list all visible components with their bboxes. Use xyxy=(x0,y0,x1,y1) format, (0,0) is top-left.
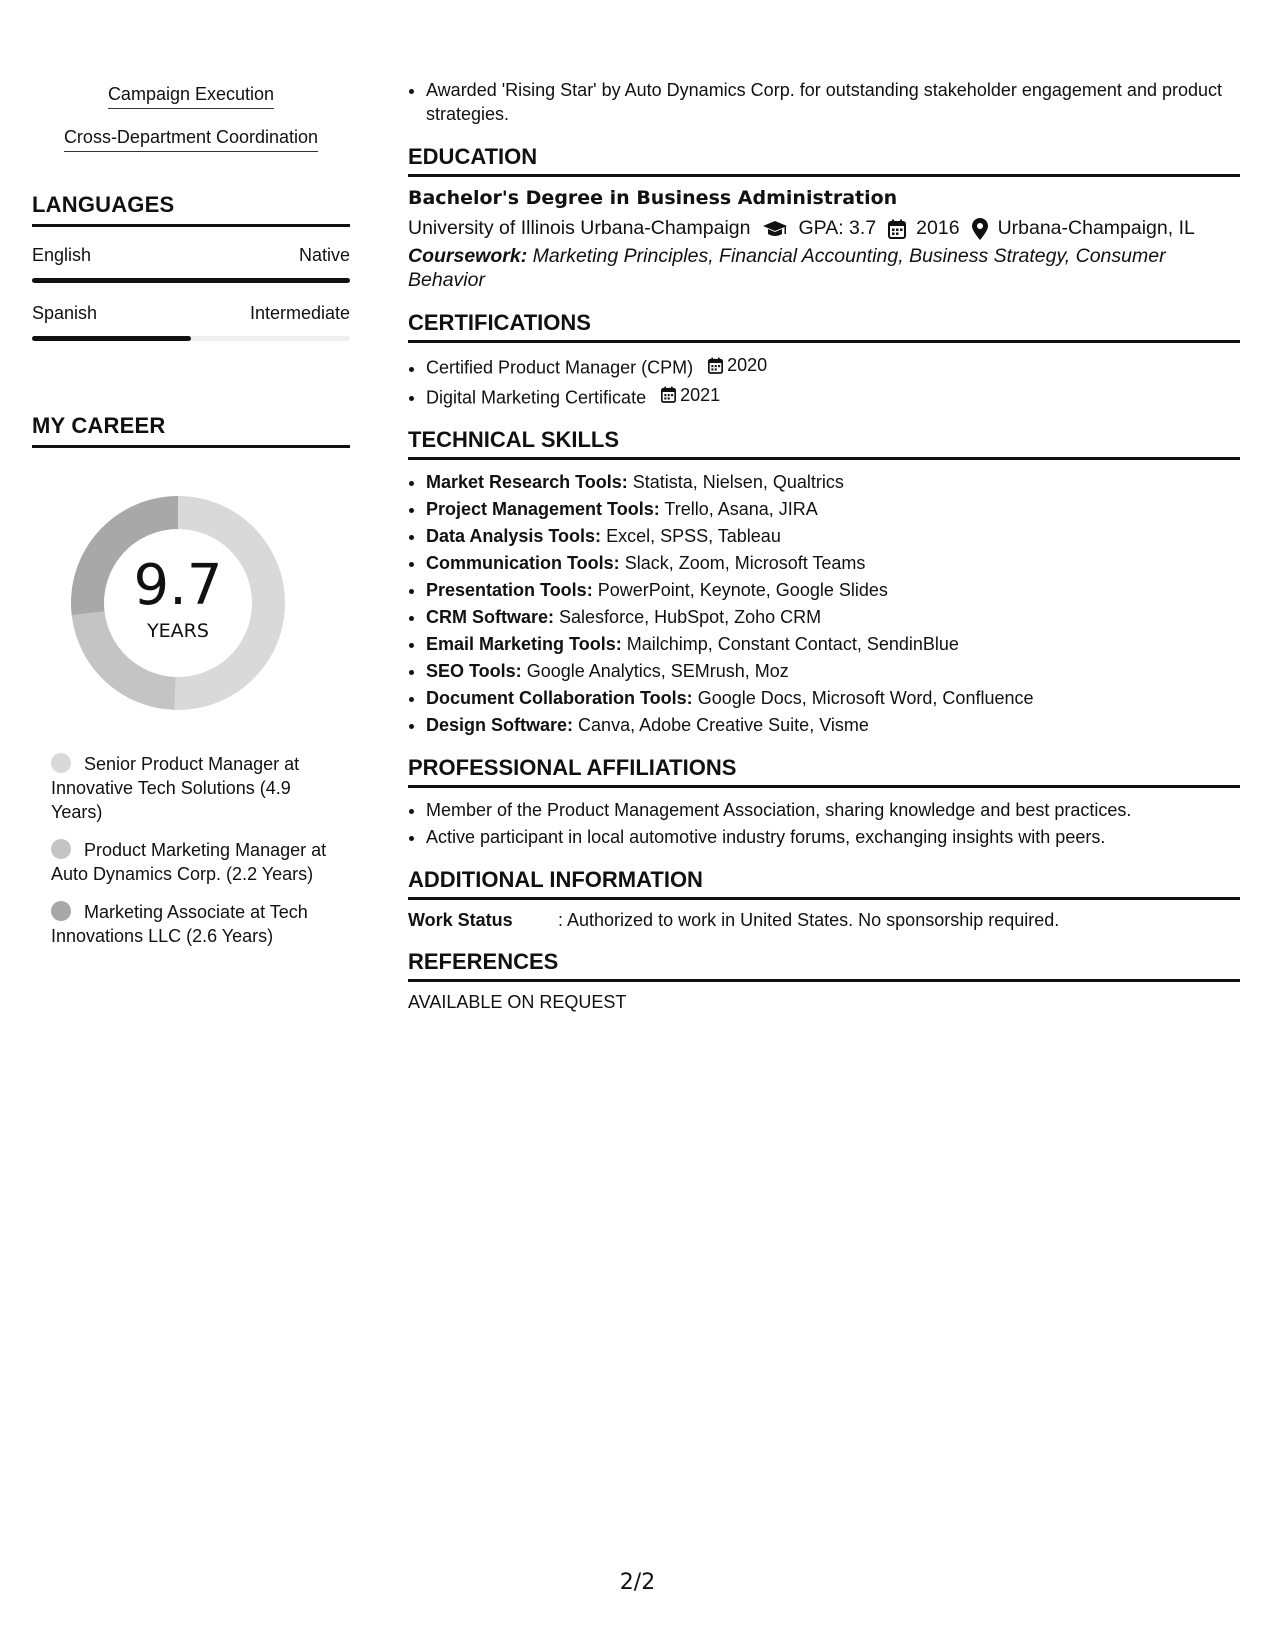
graduation-cap-icon xyxy=(762,220,788,238)
legend-dot-icon xyxy=(51,839,71,859)
skill-item xyxy=(426,686,1240,710)
additional-info-section xyxy=(408,867,1240,931)
references-heading: REFERENCES xyxy=(408,949,1240,982)
skill-item xyxy=(426,470,1240,494)
education-meta xyxy=(408,217,1240,240)
career-heading: MY CAREER xyxy=(32,413,350,448)
career-legend-label: Marketing Associate at Tech Innovations LLC (2.6 Years) xyxy=(51,902,308,946)
career-legend-item xyxy=(51,838,336,886)
skill-item xyxy=(426,632,1240,656)
language-level: Native xyxy=(298,245,350,265)
certification-name: Certified Product Manager (CPM) xyxy=(426,357,694,378)
skill-value: Salesforce, HubSpot, Zoho CRM xyxy=(559,607,822,627)
skill-label: SEO Tools: xyxy=(426,661,522,681)
skill-label: Project Management Tools: xyxy=(426,499,660,519)
references-text: AVAILABLE ON REQUEST xyxy=(408,992,627,1012)
language-bar xyxy=(32,278,350,283)
work-status-value: : Authorized to work in United States. No sponsorship required. xyxy=(558,910,1060,930)
technical-skills-section xyxy=(408,427,1240,737)
skill-item xyxy=(426,713,1240,737)
affiliations-section xyxy=(408,755,1240,849)
career-section xyxy=(32,413,350,948)
language-level: Intermediate xyxy=(249,303,350,323)
career-total-unit: YEARS xyxy=(147,620,209,642)
page-number: 2/2 xyxy=(619,1570,656,1595)
calendar-icon xyxy=(661,386,676,403)
experience-bullet: • Awarded 'Rising Star' by Auto Dynamics Corp. for outstanding stakeholder engagement and product strategies. xyxy=(426,78,1240,126)
technical-skills-list xyxy=(408,470,1240,737)
skill-item xyxy=(426,524,1240,548)
certifications-section xyxy=(408,310,1240,409)
graduation-year: 2016 xyxy=(916,217,960,239)
languages-heading: LANGUAGES xyxy=(32,192,350,227)
certification-name: Digital Marketing Certificate xyxy=(426,387,647,407)
language-name: Spanish xyxy=(32,303,98,323)
skill-value: PowerPoint, Keynote, Google Slides xyxy=(597,580,888,600)
skill-value: Mailchimp, Constant Contact, SendinBlue xyxy=(626,634,959,654)
skill-label: Data Analysis Tools: xyxy=(426,526,602,546)
skills-tags xyxy=(32,84,350,152)
skill-item xyxy=(426,659,1240,683)
skill-label: CRM Software: xyxy=(426,607,555,627)
skill-value: Statista, Nielsen, Qualtrics xyxy=(632,472,844,492)
languages-section xyxy=(32,192,350,341)
certifications-heading: CERTIFICATIONS xyxy=(408,310,1240,343)
skill-value: Google Analytics, SEMrush, Moz xyxy=(526,661,789,681)
legend-dot-icon xyxy=(51,753,71,773)
skill-label: Design Software: xyxy=(426,715,574,735)
career-legend xyxy=(51,752,336,948)
language-item xyxy=(32,303,350,341)
certification-item xyxy=(426,353,1240,380)
school-location: Urbana-Champaign, IL xyxy=(997,217,1195,239)
affiliations-list xyxy=(408,798,1240,849)
language-bar xyxy=(32,336,350,341)
technical-skills-heading: TECHNICAL SKILLS xyxy=(408,427,1240,460)
skill-value: Excel, SPSS, Tableau xyxy=(606,526,781,546)
left-column xyxy=(32,84,350,962)
education-section xyxy=(408,144,1240,292)
degree-title: Bachelor's Degree in Business Administration xyxy=(408,187,898,209)
work-status-row xyxy=(408,910,1240,931)
school-name: University of Illinois Urbana-Champaign xyxy=(408,217,751,239)
references-section xyxy=(408,949,1240,1013)
certification-date xyxy=(708,353,767,377)
right-column xyxy=(408,78,1240,1013)
language-item xyxy=(32,245,350,283)
skill-tag: Cross-Department Coordination xyxy=(64,127,318,152)
affiliation-item: • Active participant in local automotive industry forums, exchanging insights with peers. xyxy=(426,825,1240,849)
work-status-label: Work Status xyxy=(408,910,513,930)
calendar-icon xyxy=(708,357,723,374)
skill-item xyxy=(426,578,1240,602)
career-legend-item xyxy=(51,752,336,824)
map-pin-icon xyxy=(972,218,988,240)
calendar-icon xyxy=(888,219,906,239)
skill-tag: Campaign Execution xyxy=(108,84,274,109)
skill-value: Trello, Asana, JIRA xyxy=(664,499,818,519)
skill-item xyxy=(426,497,1240,521)
gpa: GPA: 3.7 xyxy=(798,217,877,239)
certification-year: 2020 xyxy=(727,355,768,375)
skill-label: Document Collaboration Tools: xyxy=(426,688,693,708)
skill-value: Canva, Adobe Creative Suite, Visme xyxy=(578,715,869,735)
certification-year: 2021 xyxy=(680,384,721,405)
language-name: English xyxy=(32,245,92,265)
skill-value: Google Docs, Microsoft Word, Confluence xyxy=(697,688,1034,708)
career-legend-label: Product Marketing Manager at Auto Dynamics Corp. (2.2 Years) xyxy=(51,840,327,884)
coursework-text: Marketing Principles, Financial Accounting, Business Strategy, Consumer Behavior xyxy=(408,245,1166,291)
certification-date xyxy=(661,383,720,407)
skill-label: Email Marketing Tools: xyxy=(426,634,622,654)
career-total-value: 9.7 xyxy=(133,553,223,618)
additional-info-heading: ADDITIONAL INFORMATION xyxy=(408,867,1240,900)
affiliation-item: • Member of the Product Management Association, sharing knowledge and best practices. xyxy=(426,798,1240,822)
language-bar-fill xyxy=(32,278,350,283)
career-legend-item xyxy=(51,900,336,948)
coursework xyxy=(408,244,1240,292)
certification-item xyxy=(426,383,1240,410)
career-donut-chart xyxy=(63,488,293,718)
experience-continued-list xyxy=(408,78,1240,126)
career-legend-label: Senior Product Manager at Innovative Tech Solutions (4.9 Years) xyxy=(51,754,300,822)
affiliations-heading: PROFESSIONAL AFFILIATIONS xyxy=(408,755,1240,788)
skill-value: Slack, Zoom, Microsoft Teams xyxy=(624,553,866,573)
skill-label: Market Research Tools: xyxy=(426,472,628,492)
skill-label: Communication Tools: xyxy=(426,553,620,573)
skill-item xyxy=(426,551,1240,575)
skill-label: Presentation Tools: xyxy=(426,580,593,600)
certifications-list xyxy=(408,353,1240,409)
coursework-label: Coursework: xyxy=(408,245,528,267)
legend-dot-icon xyxy=(51,901,71,921)
skill-item xyxy=(426,605,1240,629)
education-heading: EDUCATION xyxy=(408,144,1240,177)
language-bar-fill xyxy=(32,336,191,341)
